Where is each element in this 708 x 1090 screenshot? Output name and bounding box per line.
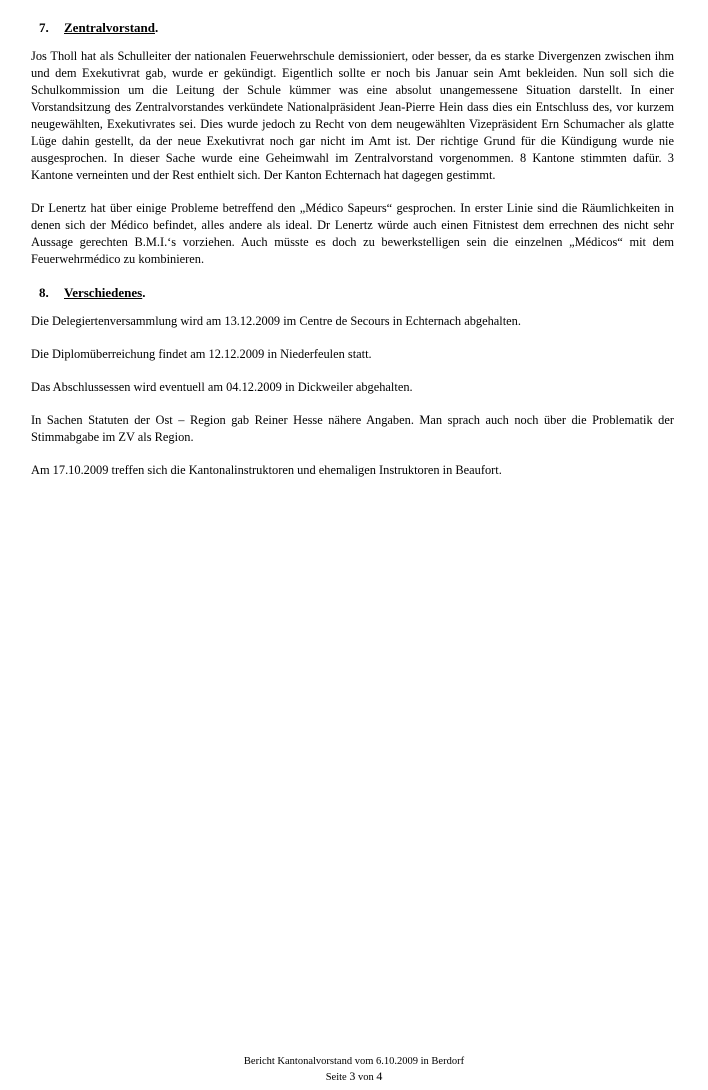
page-prefix: Seite <box>325 1072 350 1083</box>
paragraph: Das Abschlussessen wird eventuell am 04.12.2009 in Dickweiler abgehalten. <box>31 380 413 394</box>
footer-report-title: Bericht Kantonalvorstand vom 6.10.2009 in Berdorf <box>243 1056 465 1067</box>
section-title-suffix: . <box>142 285 146 300</box>
paragraph: Die Delegiertenversammlung wird am 13.12.2009 im Centre de Secours in Echternach abgehalten. <box>31 314 521 328</box>
page-number <box>0 1069 708 1085</box>
paragraph: Dr Lenertz hat über einige Probleme betreffend den „Médico Sapeurs“ gesprochen. In erster Linie sind die Räumlichkeiten in denen sich der Médico befindet, alles andere als ideal. Dr Lenertz würde auch einen Fitnistest dem errechnen des nicht sehr Aussage gerechten B.M.I.‘s vorziehen. Auch müsste es doch zu bewerkstelligen sein die einzelnen „Médicos“ mit dem Feuerwehrmédico zu kombinieren. <box>31 201 674 266</box>
paragraph: Jos Tholl hat als Schulleiter der nationalen Feuerwehrschule demissioniert, oder besser, da es starke Divergenzen zwischen ihm und dem Exekutivrat gab, wurde er gekündigt. Eigentlich sollte er noch bis Januar sein Amt bekleiden. Nun soll sich die Schulkommission um die Leitung der Schule kümmer was eine absolut unangemessene Situation darstellt. In einer Vorstandsitzung des Zentralvorstandes verkündete Nationalpräsident Jean-Pierre Hein dass dies ein Entschluss des, vor kurzem neugewählten, Exekutivrates sei. Dies wurde jedoch zu Recht von dem neugewählten Vizepräsident Ern Schumacher als glatte Lüge dahin gestellt, da der neue Exekutivrat noch gar nicht im Amt ist. Der richtige Grund für die Kündigung wurde nie ausgesprochen. In dieser Sache wurde eine Geheimwahl im Zentralvorstand vorgenommen. 8 Kantone stimmten dafür. 3 Kantone verneinten und der Rest enthielt sich. Der Kanton Echternach hat dagegen gestimmt. <box>31 49 674 182</box>
page-middle: von <box>355 1072 377 1083</box>
section-title: Zentralvorstand <box>64 20 155 35</box>
section-number: 7. <box>39 20 49 35</box>
page-footer <box>0 1054 708 1085</box>
page-total: 4 <box>376 1069 383 1083</box>
page-current: 3 <box>349 1069 356 1083</box>
section-heading-8 <box>39 284 674 302</box>
paragraph: In Sachen Statuten der Ost – Region gab Reiner Hesse nähere Angaben. Man sprach auch noch über die Problematik der Stimmabgabe im ZV als Region. <box>31 413 674 444</box>
section-heading-7 <box>39 19 674 37</box>
section-title-suffix: . <box>155 20 159 35</box>
section-title: Verschiedenes <box>64 285 143 300</box>
document-body <box>31 19 674 495</box>
paragraph: Am 17.10.2009 treffen sich die Kantonalinstruktoren und ehemaligen Instruktoren in Beaufort. <box>31 463 502 477</box>
paragraph: Die Diplomüberreichung findet am 12.12.2009 in Niederfeulen statt. <box>31 347 372 361</box>
section-number: 8. <box>39 285 49 300</box>
